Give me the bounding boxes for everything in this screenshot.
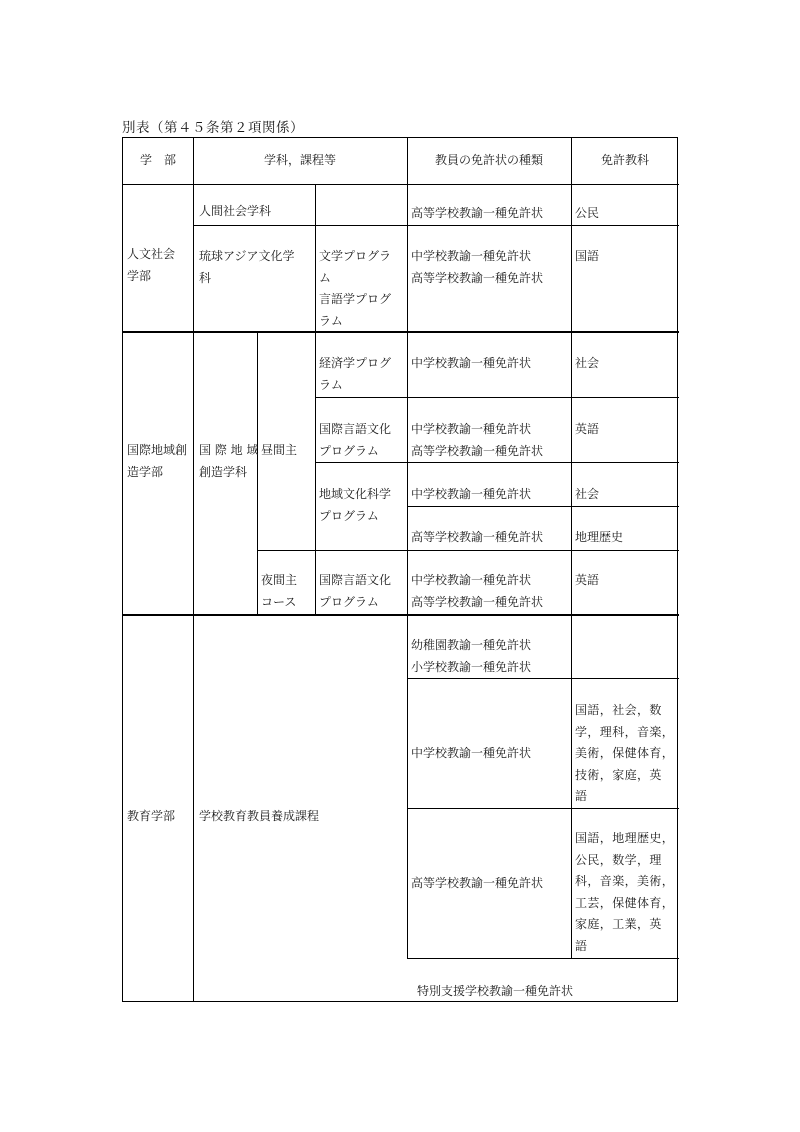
program-name: 国際言語文化 プログラム — [319, 573, 392, 609]
header-license-type: 教員の免許状の種類 — [434, 153, 543, 167]
page-title: 別表（第４５条第２項関係） — [122, 120, 304, 136]
department-name: 国 際 地 域 創造学科 — [199, 443, 259, 479]
license-type: 幼稚園教諭一種免許状 小学校教諭一種免許状 — [411, 638, 532, 674]
license-subject: 社会 — [575, 487, 600, 501]
header-department: 学科，課程等 — [263, 153, 336, 167]
license-subject: 英語 — [575, 422, 600, 436]
license-subject: 国語 — [575, 249, 600, 263]
license-type: 特別支援学校教諭一種免許状 — [417, 984, 574, 998]
license-table — [122, 137, 678, 1002]
department-name: 学校教育教員養成課程 — [199, 809, 320, 823]
night-course-label: 夜間主 コース — [261, 573, 298, 609]
license-type: 中学校教諭一種免許状 高等学校教諭一種免許状 — [411, 422, 544, 458]
department-name: 人間社会学科 — [199, 204, 272, 218]
license-type: 高等学校教諭一種免許状 — [411, 876, 544, 890]
license-type: 中学校教諭一種免許状 — [411, 487, 532, 501]
header-faculty: 学 部 — [139, 153, 176, 167]
license-type: 中学校教諭一種免許状 高等学校教諭一種免許状 — [411, 249, 544, 285]
license-subject: 社会 — [575, 356, 600, 370]
department-name: 琉球アジア文化学 科 — [199, 249, 295, 285]
program-name: 地域文化科学 プログラム — [319, 487, 392, 523]
license-subject: 地理歴史 — [575, 530, 624, 544]
license-type: 中学校教諭一種免許状 — [411, 746, 532, 760]
day-course-label: 昼間主 — [261, 443, 298, 457]
program-name: 国際言語文化 プログラム — [319, 422, 392, 458]
license-subject: 国語，地理歴史， 公民，数学，理 科，音楽，美術， 工芸，保健体育， 家庭，工業，英 語 — [575, 831, 675, 953]
license-type: 中学校教諭一種免許状 高等学校教諭一種免許状 — [411, 573, 544, 609]
license-type: 中学校教諭一種免許状 — [411, 356, 532, 370]
license-subject: 英語 — [575, 573, 600, 587]
license-subject: 公民 — [575, 206, 600, 220]
license-type: 高等学校教諭一種免許状 — [411, 530, 544, 544]
header-subject: 免許教科 — [600, 153, 649, 167]
license-subject: 国語，社会，数 学，理科，音楽， 美術，保健体育， 技術，家庭，英 語 — [575, 703, 675, 803]
program-name: 経済学プログ ラム — [319, 356, 392, 392]
faculty-name: 国際地域創 造学部 — [127, 443, 188, 479]
program-name: 文学プログラ ム 言語学プログ ラム — [319, 249, 392, 328]
license-type: 高等学校教諭一種免許状 — [411, 206, 544, 220]
faculty-name: 人文社会 学部 — [127, 247, 176, 283]
faculty-name: 教育学部 — [127, 809, 176, 823]
